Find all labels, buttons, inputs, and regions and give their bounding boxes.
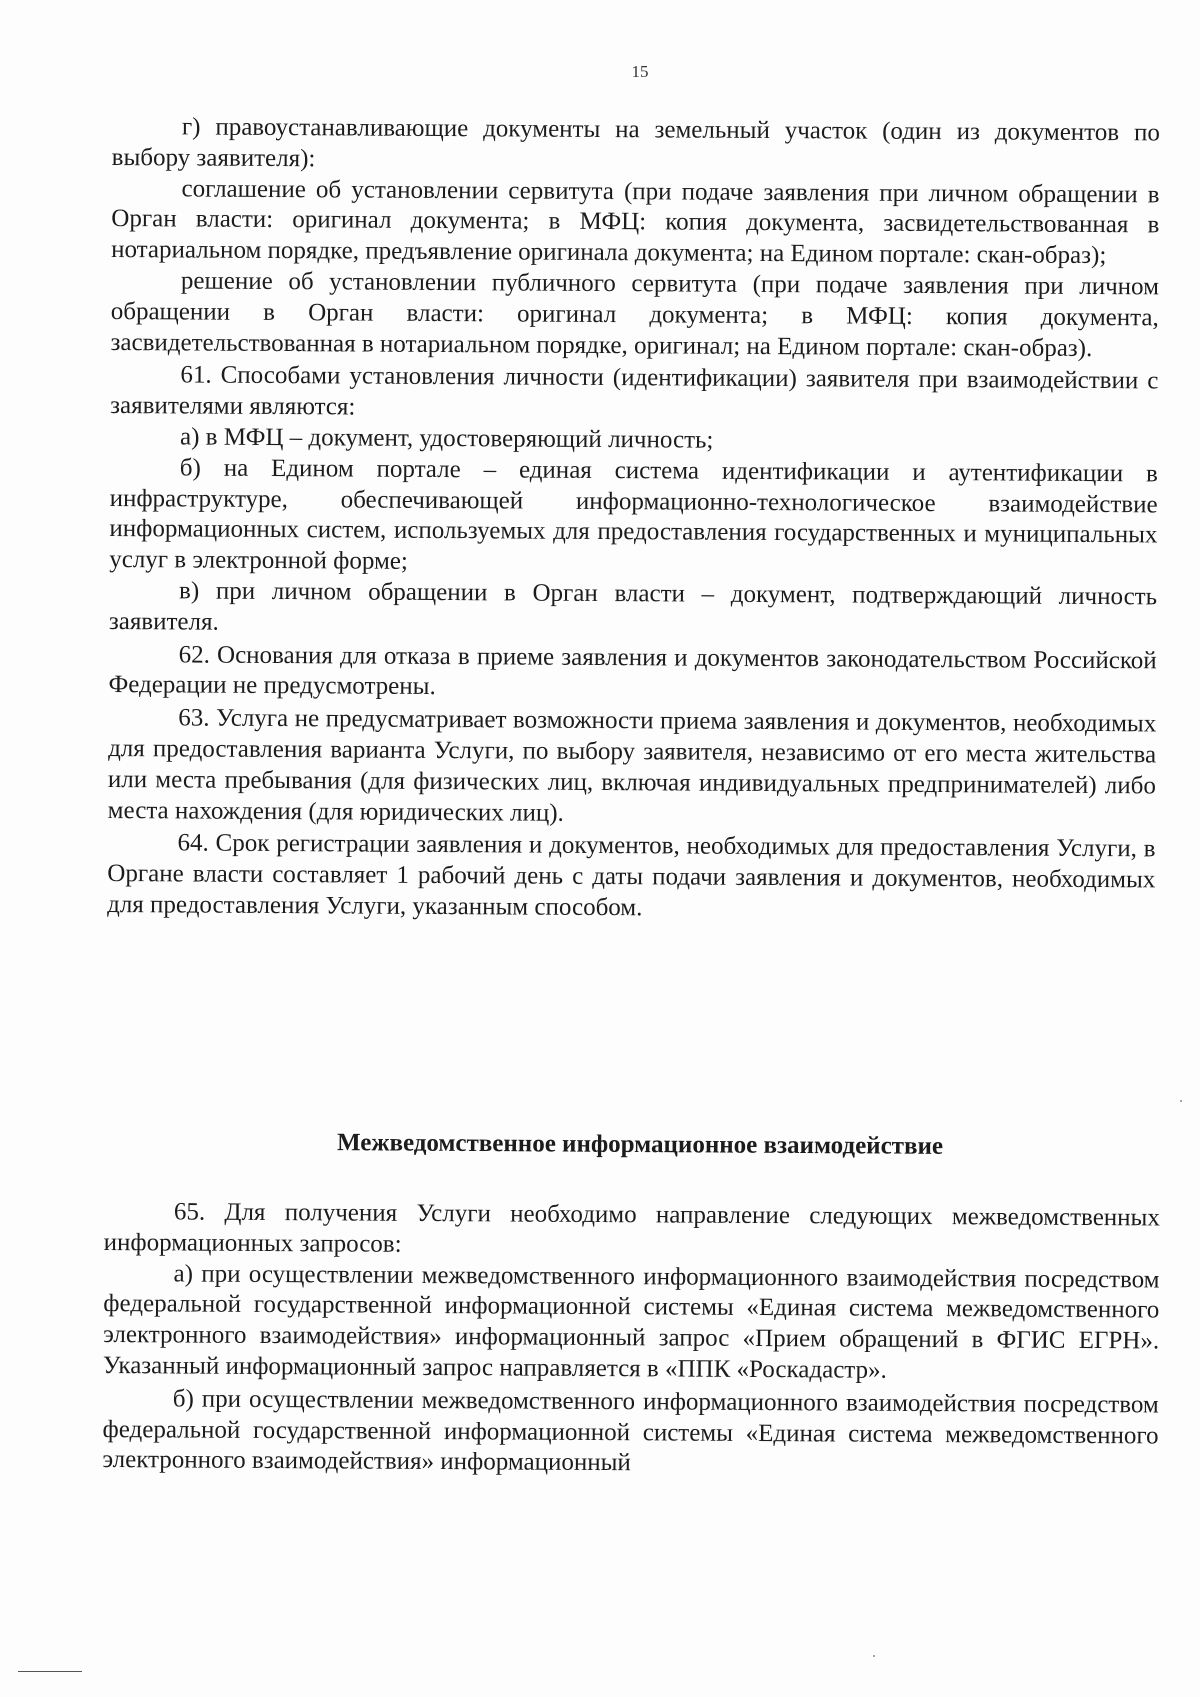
page-number: 15 — [631, 62, 649, 81]
paragraph-servitude-agreement: соглашение об установлении сервитута (при подаче заявления при личном обращении в Орган власти: оригинал документа; в МФЦ: копия документа, засвидетельствованная в нотариальном порядке, предъявление оригинала документа; на Едином портале: скан-образ); — [111, 175, 1160, 270]
section-heading: Межведомственное информационное взаимодействие — [336, 1129, 944, 1160]
paragraph-public-servitude: решение об установлении публичного сервитута (при подаче заявления при личном обращении в Орган власти: оригинал документа; в МФЦ: копия документа, засвидетельствованная в нотариальном порядке, оригинал; на Едином портале: скан-образ). — [110, 267, 1160, 362]
paragraph-64: 64. Срок регистрации заявления и документов, необходимых для предоставления Услуги, в Органе власти составляет 1 рабочий день с даты подачи заявления и документов, необходимых для предоставления Услуги, указанным способом. — [107, 829, 1156, 922]
paragraph-61-a: а) в МФЦ – документ, удостоверяющий личность; — [179, 423, 714, 454]
scan-speck — [873, 1655, 875, 1657]
paragraph-61-b: б) на Едином портале – единая система идентификации и аутентификации в инфраструктуре, обеспечивающей информационно-технологическое взаимодействие информационных систем, используемых для предоставления государственных и муниципальных услуг в электронной форме; — [109, 454, 1158, 575]
body-text-section-1 — [107, 112, 1160, 927]
paragraph-61-c: в) при личном обращении в Орган власти – документ, подтверждающий личность заявителя. — [108, 577, 1158, 636]
body-text-section-2 — [102, 1197, 1160, 1483]
paragraph-62: 62. Основания для отказа в приеме заявления и документов законодательством Российской Федерации не предусмотрены. — [108, 640, 1157, 701]
paragraph-title-documents: г) правоустанавливающие документы на земельный участок (один из документов по выбору заявителя): — [111, 113, 1160, 173]
paragraph-65-a: а) при осуществлении межведомственного информационного взаимодействия посредством федеральной государственной информационной системы «Единая система межведомственного электронного взаимодействия» информационный запрос «Прием обращений в ФГИС ЕГРН». Указанный информационный запрос направляется в «ППК «Роскадастр». — [102, 1260, 1160, 1384]
paragraph-63: 63. Услуга не предусматривает возможности приема заявления и документов, необходимых для предоставления варианта Услуги, по выбору заявителя, независимо от его места жительства или места пребывания (для физических лиц, включая индивидуальных предпринимателей) либо места нахождения (для юридических лиц). — [107, 704, 1157, 827]
paragraph-65-b: б) при осуществлении межведомственного информационного взаимодействия посредством федеральной государственной информационной системы «Единая система межведомственного электронного взаимодействия» информационный — [102, 1385, 1159, 1477]
paragraph-65: 65. Для получения Услуги необходимо направление следующих межведомственных информационных запросов: — [103, 1198, 1160, 1258]
scan-speck — [1180, 1100, 1182, 1102]
paragraph-61: 61. Способами установления личности (идентификации) заявителя при взаимодействии с заявителями являются: — [110, 361, 1159, 421]
footnote-rule — [18, 1671, 82, 1672]
